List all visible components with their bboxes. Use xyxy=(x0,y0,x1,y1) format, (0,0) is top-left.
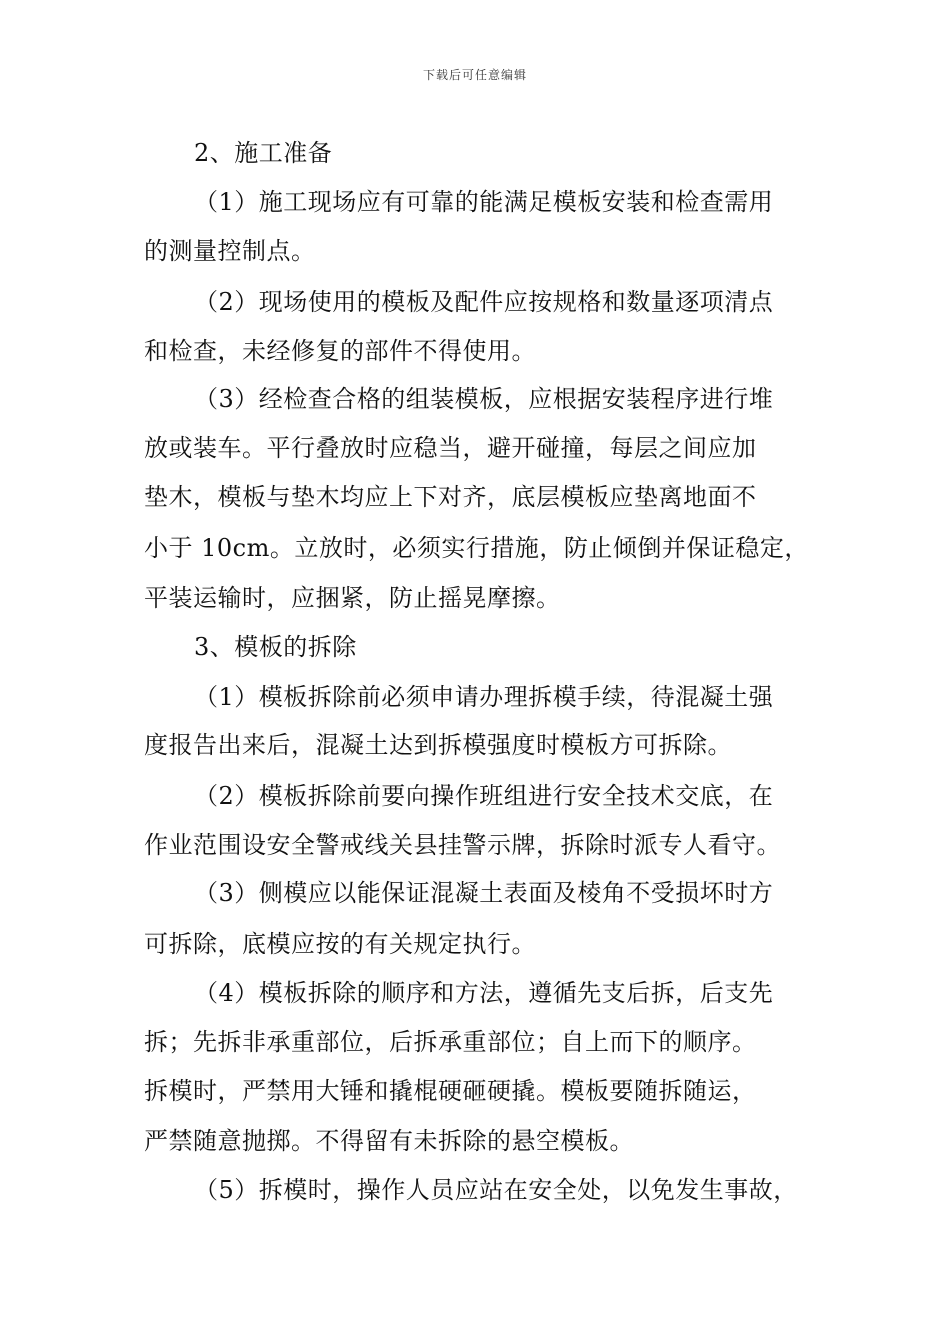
paragraph-line: 拆；先拆非承重部位，后拆承重部位；自上而下的顺序。 xyxy=(144,1028,757,1056)
paragraph-line: 作业范围设安全警戒线关县挂警示牌，拆除时派专人看守。 xyxy=(144,831,781,859)
paragraph-line: 放或装车。平行叠放时应稳当，避开碰撞，每层之间应加 xyxy=(144,434,757,462)
paragraph-line: 小于 10cm。立放时，必须实行措施，防止倾倒并保证稳定， xyxy=(144,534,809,562)
paragraph-line: （1）施工现场应有可靠的能满足模板安装和检查需用 xyxy=(194,188,774,216)
paragraph-line: 拆模时，严禁用大锤和撬棍硬砸硬撬。模板要随拆随运， xyxy=(144,1077,757,1105)
paragraph-line: （4）模板拆除的顺序和方法，遵循先支后拆，后支先 xyxy=(194,979,774,1007)
page-header-note: 下载后可任意编辑 xyxy=(422,68,527,82)
paragraph-line: 可拆除，底模应按的有关规定执行。 xyxy=(144,930,536,958)
section-heading-construction-prep: 2、施工准备 xyxy=(194,139,333,167)
paragraph-line: （1）模板拆除前必须申请办理拆模手续，待混凝土强 xyxy=(194,683,774,711)
paragraph-line: （5）拆模时，操作人员应站在安全处，以免发生事故， xyxy=(194,1176,798,1204)
paragraph-line: 度报告出来后，混凝土达到拆模强度时模板方可拆除。 xyxy=(144,731,732,759)
section-heading-formwork-removal: 3、模板的拆除 xyxy=(194,633,357,661)
paragraph-line: 垫木，模板与垫木均应上下对齐，底层模板应垫离地面不 xyxy=(144,483,757,511)
paragraph-line: （2）现场使用的模板及配件应按规格和数量逐项清点 xyxy=(194,288,774,316)
paragraph-line: 的测量控制点。 xyxy=(144,237,316,265)
paragraph-line: 平装运输时，应捆紧，防止摇晃摩擦。 xyxy=(144,584,561,612)
paragraph-line: （3）侧模应以能保证混凝土表面及棱角不受损坏时方 xyxy=(194,879,774,907)
paragraph-line: （2）模板拆除前要向操作班组进行安全技术交底，在 xyxy=(194,782,774,810)
paragraph-line: 严禁随意抛掷。不得留有未拆除的悬空模板。 xyxy=(144,1127,634,1155)
paragraph-line: 和检查，未经修复的部件不得使用。 xyxy=(144,337,536,365)
paragraph-line: （3）经检查合格的组装模板，应根据安装程序进行堆 xyxy=(194,385,774,413)
